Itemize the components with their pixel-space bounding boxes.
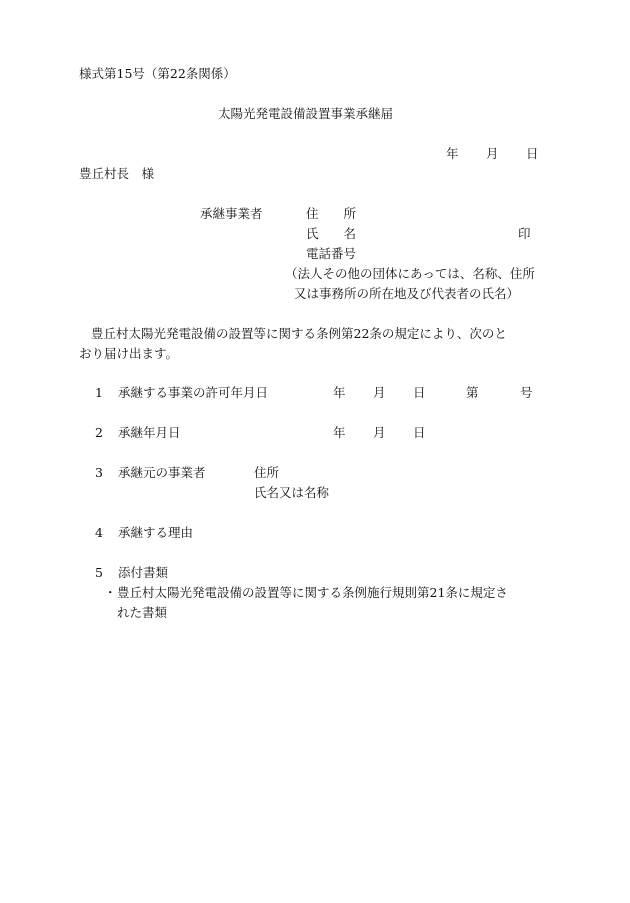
item3-number: 3 xyxy=(95,465,103,480)
item1-dai-label: 第 xyxy=(466,385,479,400)
body-text-line2: おり届け出ます。 xyxy=(79,346,179,361)
item1-day-label: 日 xyxy=(413,385,426,400)
item2-label: 承継年月日 xyxy=(118,425,181,440)
item2-day-label: 日 xyxy=(413,425,426,440)
addressee: 豊丘村長 様 xyxy=(79,166,155,181)
item3-name-label: 氏名又は名称 xyxy=(254,485,330,500)
date-day-label: 日 xyxy=(526,146,539,161)
successor-note-line2: 又は事務所の所在地及び代表者の氏名） xyxy=(294,286,520,301)
item1-year-label: 年 xyxy=(333,385,346,400)
item5-label: 添付書類 xyxy=(118,565,169,580)
seal-mark: 印 xyxy=(518,226,531,241)
item5-attachment-line1: 豊丘村太陽光発電設備の設置等に関する条例施行規則第21条に規定さ xyxy=(117,585,508,600)
item3-address-label: 住所 xyxy=(254,465,280,480)
item2-number: 2 xyxy=(95,425,103,440)
item3-label: 承継元の事業者 xyxy=(118,465,206,480)
item5-attachment-line2: れた書類 xyxy=(117,605,168,620)
item4-label: 承継する理由 xyxy=(118,525,194,540)
item1-month-label: 月 xyxy=(373,385,386,400)
successor-note-line1: （法人その他の団体にあっては、名称、住所 xyxy=(285,266,535,281)
successor-phone-label: 電話番号 xyxy=(306,246,357,261)
date-month-label: 月 xyxy=(486,146,499,161)
date-year-label: 年 xyxy=(446,146,459,161)
item2-month-label: 月 xyxy=(373,425,386,440)
item5-bullet: ・ xyxy=(104,585,117,600)
item1-number: 1 xyxy=(95,385,103,400)
item4-number: 4 xyxy=(95,525,103,540)
item2-year-label: 年 xyxy=(333,425,346,440)
item1-go-label: 号 xyxy=(520,385,533,400)
successor-address-label: 住 所 xyxy=(306,206,357,221)
form-number: 様式第15号（第22条関係） xyxy=(79,66,236,81)
item1-label: 承継する事業の許可年月日 xyxy=(118,385,269,400)
item5-number: 5 xyxy=(95,565,103,580)
successor-label: 承継事業者 xyxy=(200,206,263,221)
body-text-line1: 豊丘村太陽光発電設備の設置等に関する条例第22条の規定により、次のと xyxy=(91,326,507,341)
document-title: 太陽光発電設備設置事業承継届 xyxy=(218,106,394,121)
successor-name-label: 氏 名 xyxy=(306,226,357,241)
